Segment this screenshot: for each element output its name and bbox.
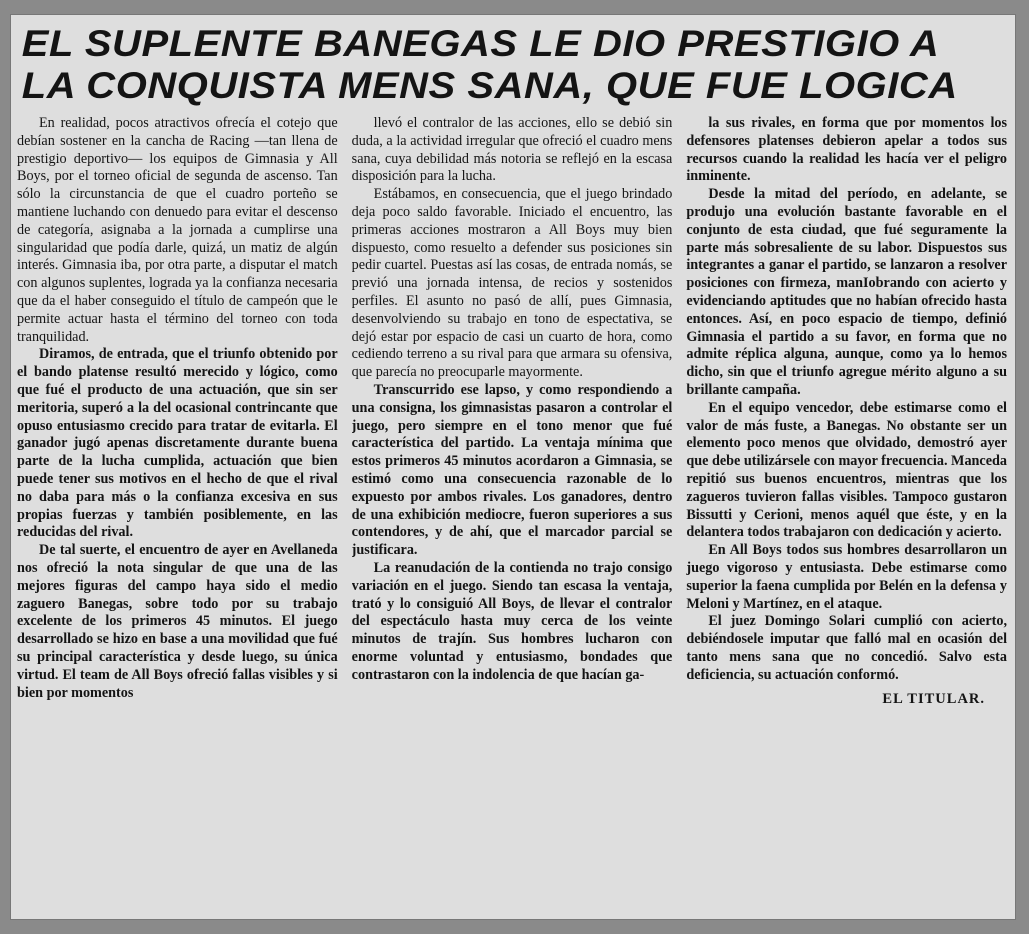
paragraph: la sus rivales, en forma que por momentos los defensores platenses debieron apelar a todos sus recursos cuando la realidad les hacía ver el peligro inminente. (686, 115, 1008, 185)
paragraph: De tal suerte, el encuentro de ayer en Avellaneda nos ofreció la nota singular de que una de las mejores figuras del campo haya sido el medio zaguero Banegas, sobre todo por su trabajo excelente de los primeros 45 minutos. El juego desarrollado se hizo en base a una movilidad que fué su principal característica y desde luego, su única virtud. El team de All Boys ofreció fallas visibles y si bien por momentos (17, 542, 338, 701)
paragraph: Transcurrido ese lapso, y como respondiendo a una consigna, los gimnasistas pasaron a controlar el juego, pero siempre en el tono menor que fué característica del partido. La ventaja mínima que estos primeros 45 minutos acordaron a Gimnasia, se estimó como una consecuencia razonable de lo expuesto por ambos rivales. Los ganadores, dentro de una exhibición mediocre, fueron superiores a sus contendores, y de ahí, que el marcador parcial se justificara. (351, 381, 673, 559)
signature: EL TITULAR. (882, 690, 986, 707)
paragraph: En el equipo vencedor, debe estimarse como el valor de más fuste, a Banegas. No obstante ser un elemento poco menos que olvidado, demostró ayer que debe utilizársele con mayor frecuencia. Manceda repitió sus buenos encuentros, mientras que los zagueros tuvieron fallas visibles. Tampoco gustaron Bissutti y Cerioni, menos aquél que éste, y en la delantera todos trabajaron con dedicación y acierto. (686, 399, 1008, 541)
article-columns (17, 115, 1007, 915)
paragraph: llevó el contralor de las acciones, ello se debió sin duda, a la actividad irregular que ofreció el cuadro mens sana, cuya debilidad más notoria se reflejó en la escasa disposición para la lucha. (351, 115, 673, 185)
column-3 (686, 115, 1007, 915)
paragraph: El juez Domingo Solari cumplió con acierto, debiéndosele imputar que falló mal en ocasión del tanto mens sana que no concedió. Salvo esta deficiencia, su actuación conformó. (686, 613, 1008, 683)
column-1 (17, 115, 338, 915)
paragraph: Desde la mitad del período, en adelante, se produjo una evolución bastante favorable en el conjunto de esta ciudad, que fué seguramente la parte más sobresaliente de su labor. Dispuestos sus integrantes a ganar el partido, se lanzaron a resolver posiciones con firmeza, manIobrando con acierto y evidenciando aptitudes que no habían ofrecido hasta entonces. Así, en poco espacio de tiempo, definió Gimnasia el partido a su favor, en forma que no admite réplica alguna, aunque, como ya lo hemos dicho, sin que el triunfo agregue mérito alguno a su brillante campaña. (686, 186, 1008, 398)
paragraph: La reanudación de la contienda no trajo consigo variación en el juego. Siendo tan escasa la ventaja, trató y lo consiguió All Boys, de llevar el contralor del espectáculo hasta muy cerca de los veinte minutos de trajín. Sus hombres lucharon con enorme voluntad y entusiasmo, bondades que contrastaron con la indolencia de que hacían ga- (351, 559, 673, 683)
paragraph: En realidad, pocos atractivos ofrecía el cotejo que debían sostener en la cancha de Racing —tan llena de prestigio deportivo— los equipos de Gimnasia y All Boys, por el torneo oficial de segunda de ascenso. Tan sólo la circunstancia de que el cuadro porteño se mantiene luchando con denuedo para evitar el descenso de categoría, asignaba a la jornada a cumplirse una singularidad que podía darle, quizá, un matiz de algún interés. Gimnasia iba, por otra parte, a disputar el match con algunos suplentes, lograda ya la confianza necesaria que da el haber conseguido el título de campeón que le permite actuar hasta el término del torneo con toda tranquilidad. (17, 115, 338, 345)
column-2 (352, 115, 673, 915)
paragraph: Estábamos, en consecuencia, que el juego brindado deja poco saldo favorable. Iniciado el encuentro, las primeras acciones mostraron a All Boys muy bien dispuesto, como resuelto a defender sus posiciones sin pedir cuartel. Puestas así las cosas, de entrada nomás, se previó una jornada intensa, de recios y sostenidos perfiles. El asunto no pasó de allí, pues Gimnasia, desenvolviendo su trabajo en tono de espectativa, se dejó estar por espacio de casi un cuarto de hora, como cediendo terreno a su rival para que armara su ofensiva, que parecía no preocuparle mayormente. (351, 186, 673, 381)
headline-line-1: EL SUPLENTE BANEGAS LE DIO PRESTIGIO A (21, 23, 940, 64)
newspaper-clipping (10, 14, 1016, 920)
paragraph: Diramos, de entrada, que el triunfo obtenido por el bando platense resultó merecido y lógico, como que fué el producto de una actuación, que sin ser meritoria, superó a la del ocasional contrincante que opuso entusiasmo crecido para tratar de evitarla. El ganador jugó apenas discretamente durante buena parte de la lucha cumplida, actuación que bien puede tener sus motivos en el hecho de que el rival no daba para más o la confianza excesiva en sus propias fuerzas y también posiblemente, en las reducidas del rival. (17, 346, 338, 541)
paragraph: En All Boys todos sus hombres desarrollaron un juego vigoroso y entusiasta. Debe estimarse como superior la faena cumplida por Belén en la defensa y Meloni y Martínez, en el ataque. (686, 542, 1008, 612)
headline-line-2: LA CONQUISTA MENS SANA, QUE FUE LOGICA (21, 65, 958, 106)
headline (11, 15, 1016, 107)
